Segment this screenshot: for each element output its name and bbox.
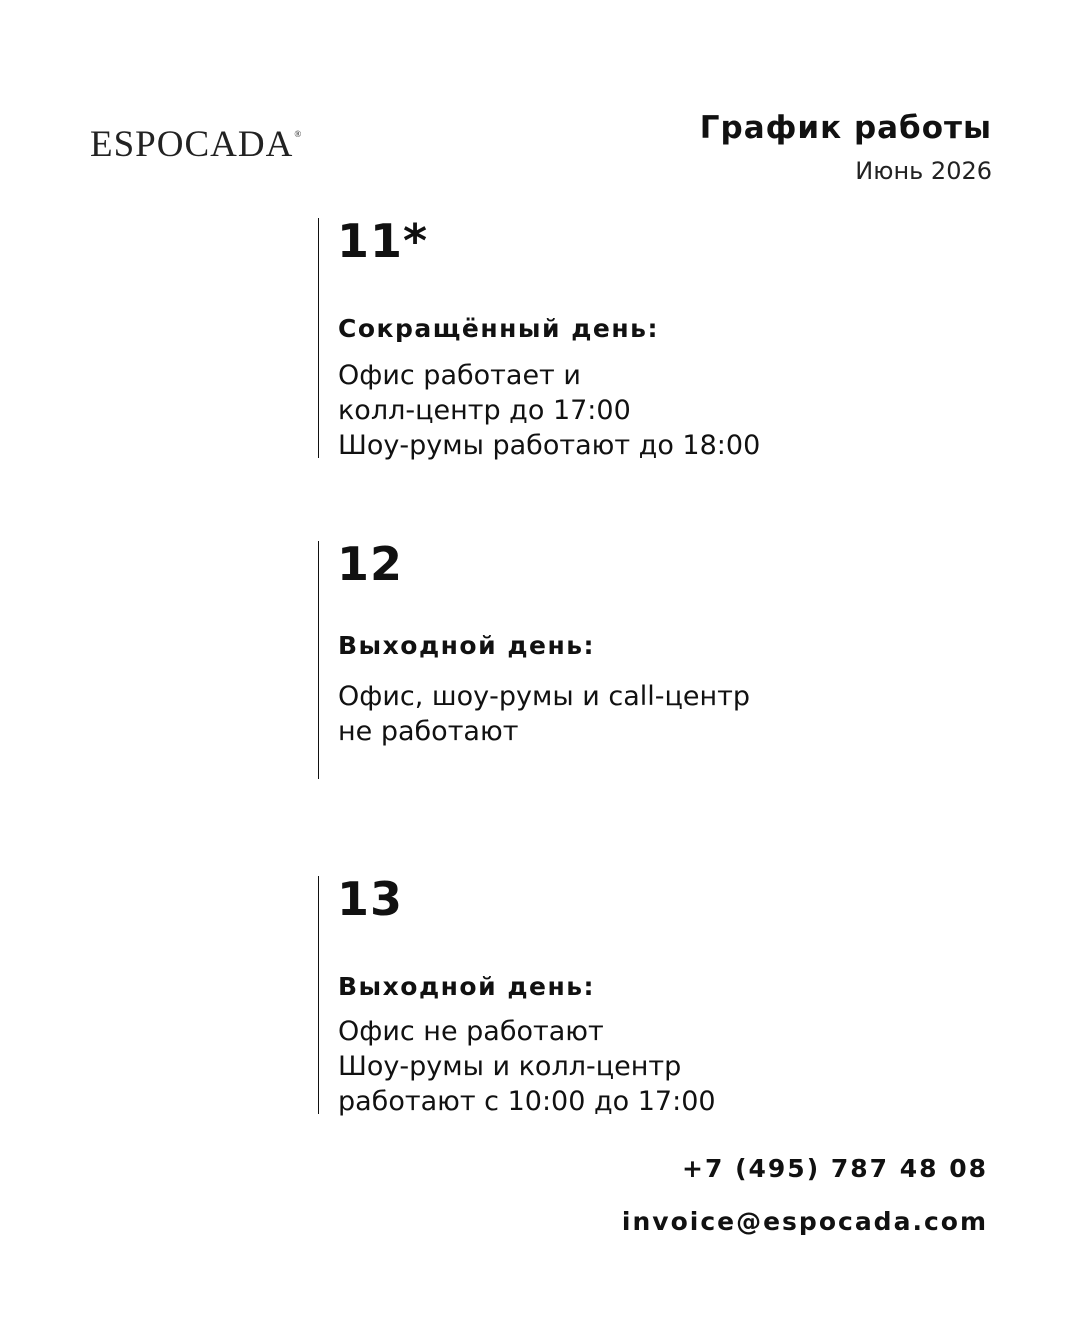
day-number: 11* <box>337 214 429 268</box>
day-description-line: Офис работает и <box>338 360 581 391</box>
day-description-line: Шоу-румы и колл-центр <box>338 1051 682 1082</box>
contact-email: invoice@espocada.com <box>621 1207 988 1236</box>
brand-logo-text: ESPOCADA <box>90 124 294 165</box>
day-label: Выходной день: <box>338 972 596 1001</box>
day-label: Выходной день: <box>338 631 596 660</box>
day-block-12 <box>318 537 751 779</box>
day-description-line: колл-центр до 17:00 <box>338 395 631 426</box>
day-number: 13 <box>337 872 404 926</box>
day-description <box>338 679 750 749</box>
day-description <box>338 358 760 463</box>
contact-phone: +7 (495) 787 48 08 <box>682 1154 988 1183</box>
day-block-11 <box>318 214 761 461</box>
registered-mark: ® <box>294 129 303 139</box>
day-number: 12 <box>337 537 404 591</box>
day-block-13 <box>318 872 716 1117</box>
page-title: График работы <box>699 110 992 146</box>
day-description-line: Шоу-румы работают до 18:00 <box>338 430 761 461</box>
day-label: Сокращённый день: <box>338 314 659 343</box>
brand-logo <box>90 126 302 163</box>
day-description <box>338 1014 716 1119</box>
day-description-line: Офис, шоу-румы и call-центр <box>338 681 751 712</box>
day-description-line: не работают <box>338 716 519 747</box>
page-subtitle: Июнь 2026 <box>855 157 992 185</box>
day-description-line: Офис не работают <box>338 1016 604 1047</box>
day-description-line: работают с 10:00 до 17:00 <box>338 1086 716 1117</box>
